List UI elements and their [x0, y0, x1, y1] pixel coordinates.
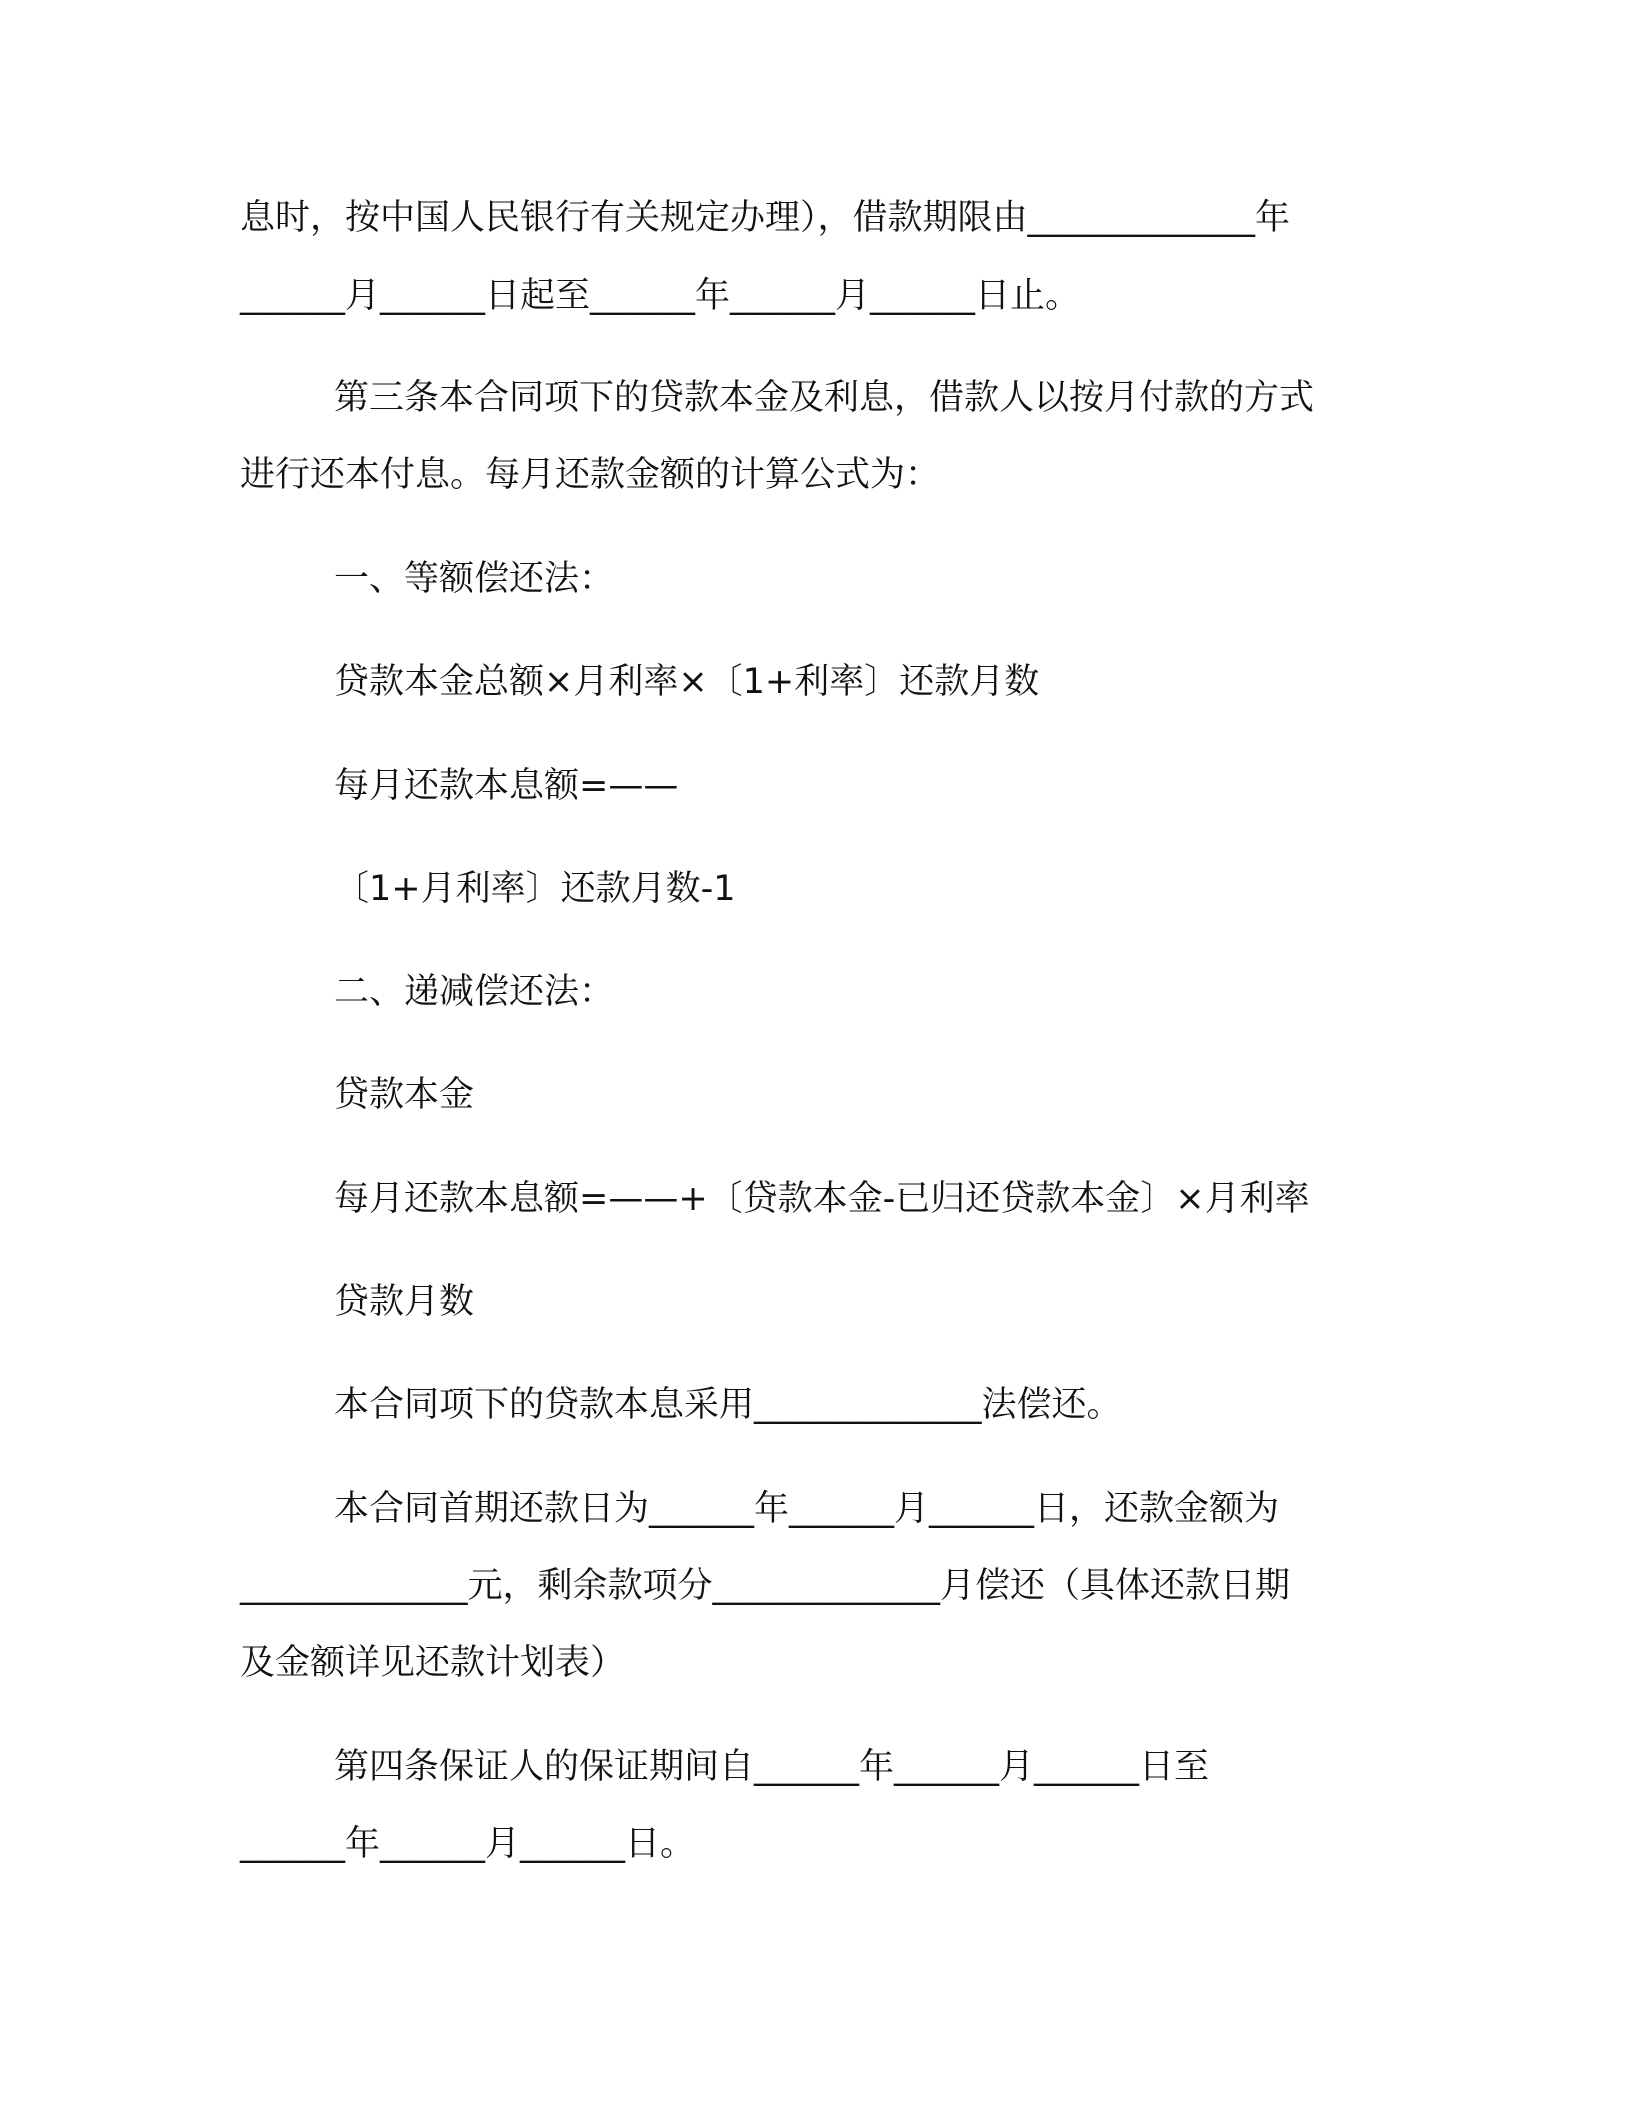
text-line: 进行还本付息。每月还款金额的计算公式为： — [240, 455, 941, 495]
formula-line: 每月还款本息额=——+〔贷款本金-已归还贷款本金〕×月利率 — [334, 1179, 1310, 1219]
paragraph-article-4: 第四条保证人的保证期间自______年______月______日至 — [334, 1747, 1210, 1787]
text-line: ______月______日起至______年______月______日止。 — [240, 276, 1081, 316]
paragraph-first-repayment: 本合同首期还款日为______年______月______日，还款金额为 — [334, 1489, 1280, 1529]
formula-line: 每月还款本息额=—— — [334, 766, 679, 806]
paragraph-article-3: 第三条本合同项下的贷款本金及利息，借款人以按月付款的方式 — [334, 378, 1315, 418]
paragraph-repayment-method: 本合同项下的贷款本息采用_____________法偿还。 — [334, 1385, 1122, 1425]
formula-denominator: 贷款月数 — [334, 1282, 475, 1322]
formula-numerator: 贷款本金 — [334, 1075, 475, 1115]
formula-numerator: 贷款本金总额×月利率×〔1+利率〕还款月数 — [334, 662, 1040, 702]
text-line: 及金额详见还款计划表） — [240, 1643, 626, 1683]
section-heading-decreasing-repayment: 二、递减偿还法： — [334, 972, 615, 1012]
formula-denominator: 〔1+月利率〕还款月数-1 — [334, 869, 736, 909]
section-heading-equal-repayment: 一、等额偿还法： — [334, 559, 615, 599]
text-line: ______年______月______日。 — [240, 1824, 696, 1864]
text-line: 息时，按中国人民银行有关规定办理），借款期限由_____________年 — [240, 198, 1291, 238]
text-line: _____________元，剩余款项分_____________月偿还（具体还款日期 — [240, 1566, 1291, 1606]
